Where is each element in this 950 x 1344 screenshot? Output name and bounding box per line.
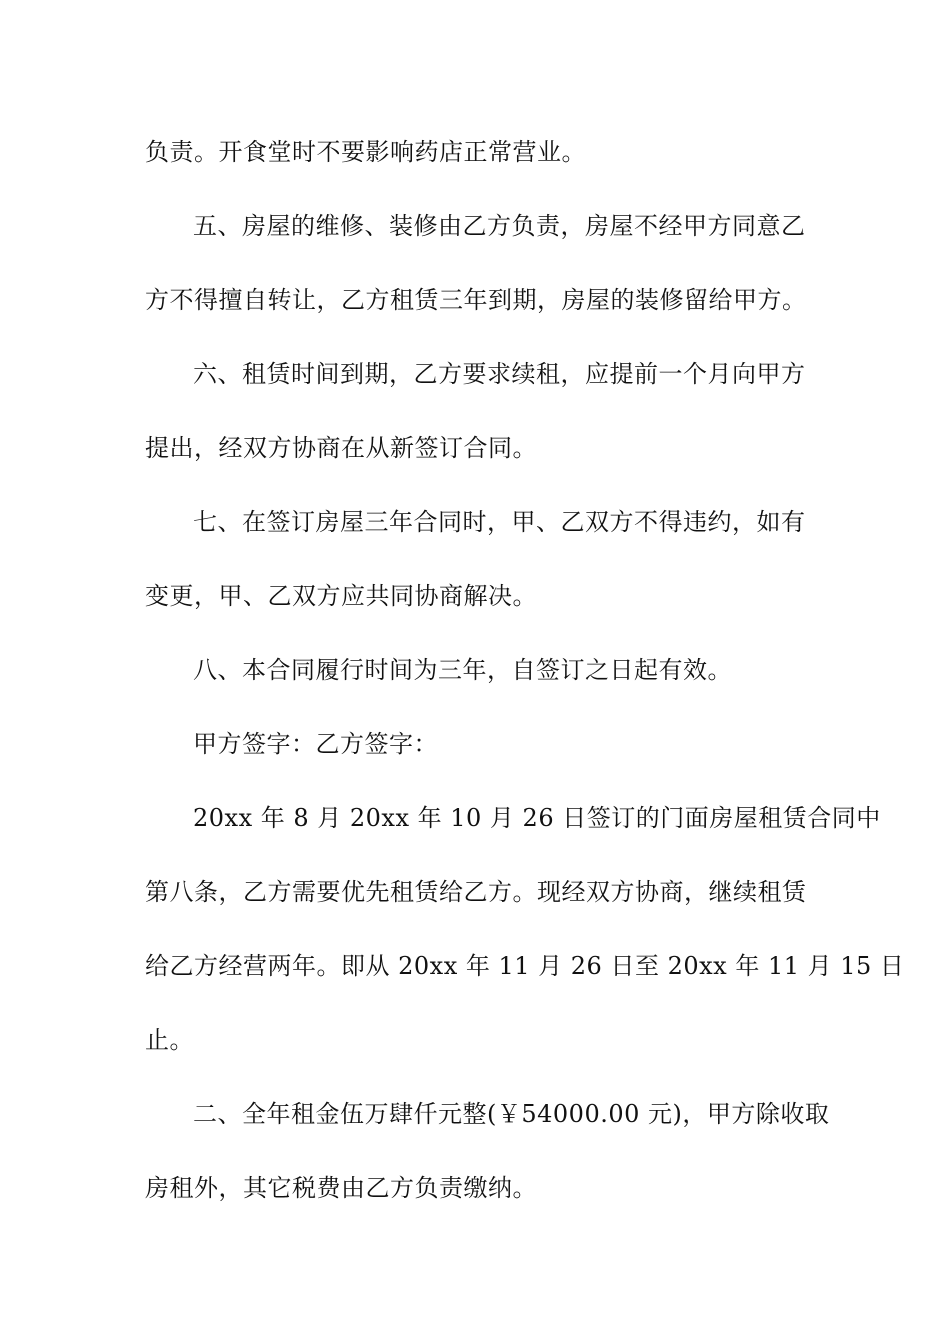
text-line: 七、在签订房屋三年合同时，甲、乙双方不得违约，如有	[193, 508, 806, 536]
text-line: 六、租赁时间到期，乙方要求续租，应提前一个月向甲方	[193, 360, 806, 388]
text-line: 第八条，乙方需要优先租赁给乙方。现经双方协商，继续租赁	[145, 878, 807, 906]
text-line: 五、房屋的维修、装修由乙方负责，房屋不经甲方同意乙	[193, 212, 806, 240]
text-line: 二、全年租金伍万肆仟元整(￥54000.00 元)，甲方除收取	[193, 1100, 830, 1128]
text-line: 20xx 年 8 月 20xx 年 10 月 26 日签订的门面房屋租赁合同中	[193, 804, 881, 832]
text-line: 变更，甲、乙双方应共同协商解决。	[145, 582, 537, 610]
text-line: 负责。开食堂时不要影响药店正常营业。	[145, 138, 586, 166]
text-line: 房租外，其它税费由乙方负责缴纳。	[145, 1174, 537, 1202]
text-line: 给乙方经营两年。即从 20xx 年 11 月 26 日至 20xx 年 11 月 15 日	[145, 952, 905, 980]
text-line: 方不得擅自转让，乙方租赁三年到期，房屋的装修留给甲方。	[145, 286, 807, 314]
text-line: 八、本合同履行时间为三年，自签订之日起有效。	[193, 656, 732, 684]
text-line: 甲方签字：乙方签字：	[193, 730, 438, 758]
text-line: 止。	[145, 1026, 194, 1054]
text-line: 提出，经双方协商在从新签订合同。	[145, 434, 537, 462]
